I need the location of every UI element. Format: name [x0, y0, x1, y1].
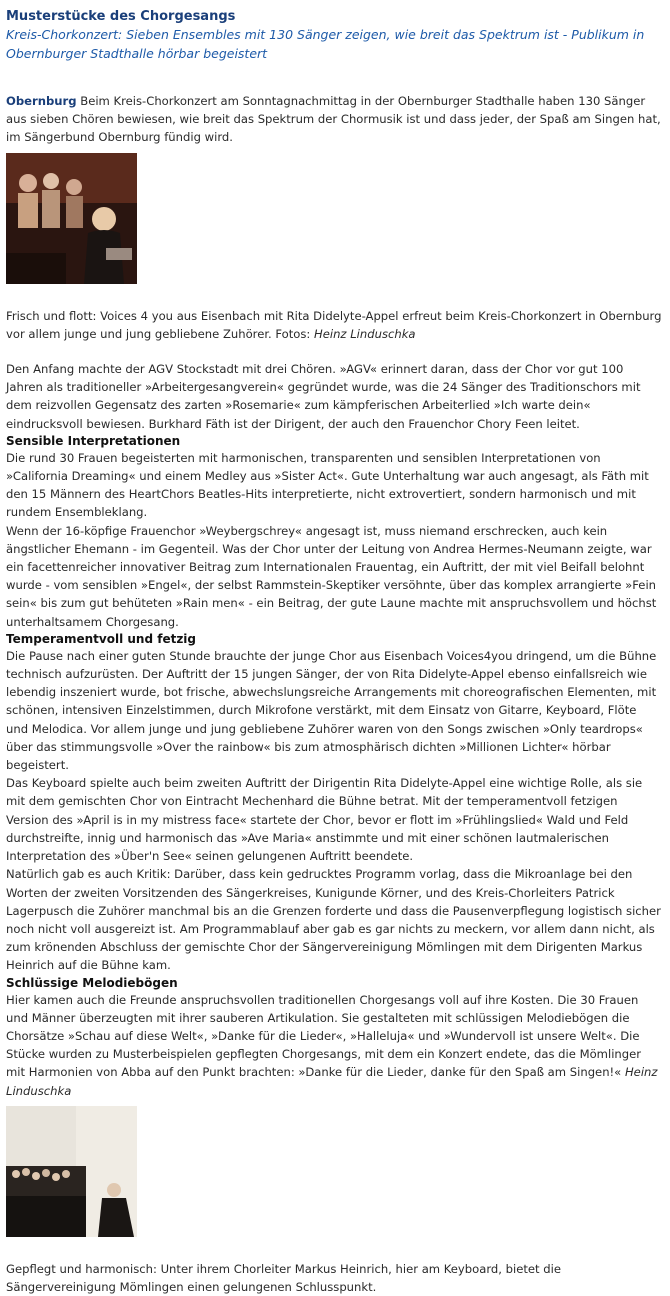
paragraph-3: Wenn der 16-köpfige Frauenchor »Weybergschrey« angesagt ist, muss niemand erschrecken, auch kein ängstlicher Ehemann - im Gegenteil. Was der Chor unter der Leitung von Andrea Hermes-Neumann zeigte, war ein facettenreicher innovativer Beitrag zum Internationalen Frauentag, ein Auftritt, der mit viel Beifall belohnt wurde - vom sensiblen »Engel«, der selbst Rammstein-Skeptiker versöhnte, über das komplex arrangierte »Fein sein« bis zum gut behüteten »Rain men« - ein Beitrag, der gute Laune machte mit anspruchsvollem und höchst unterhaltsamem Chorgesang.: [6, 523, 657, 629]
article-subtitle: Kreis-Chorkonzert: Sieben Ensembles mit 130 Sänger zeigen, wie breit das Spektrum ist - Publikum in Obernburger Stadthalle hörbar begeistert: [6, 27, 645, 61]
paragraph-2: Die rund 30 Frauen begeisterten mit harmonischen, transparenten und sensiblen Interpretationen von »California Dreaming« und einem Medley aus »Sister Act«. Gute Unterhaltung war auch angesagt, als Fäth mit den 15 Männern des HeartChors Beatles-Hits interpretierte, nicht extrovertiert, sondern harmonisch und mit rundem Ensembleklang.: [6, 450, 649, 520]
photo-caption-2: Gepflegt und harmonisch: Unter ihrem Chorleiter Markus Heinrich, hier am Keyboard, bietet die Sängervereinigung Mömlingen einen gelungenen Schlusspunkt.: [6, 1261, 561, 1294]
paragraph-1: Den Anfang machte der AGV Stockstadt mit drei Chören. »AGV« erinnert daran, dass der Chor vor gut 100 Jahren als traditioneller »Arbeitergesangverein« gegründet wurde, was die 24 Sänger des Traditionschors mit dem reizvollen Gegensatz des zarten »Rosemarie« zum kämpferischen Arbeiterlied »Ich warte dein« eindrucksvoll bewiesen. Burkhard Fäth ist der Dirigent, der auch den Frauenchor Chory Feen leitet.: [6, 362, 641, 431]
lead-paragraph: [6, 92, 662, 147]
heading-melodieboegen: Schlüssige Melodiebögen: [6, 975, 178, 990]
lead-text: Beim Kreis-Chorkonzert am Sonntagnachmittag in der Obernburger Stadthalle haben 130 Sänger aus sieben Chören bewiesen, wie breit das Spektrum der Chormusik ist und dass jeder, der Spaß am Singen hat, im Sängerbund Obernburg fündig wird.: [6, 94, 661, 145]
article: [6, 8, 662, 1296]
paragraph-4: Die Pause nach einer guten Stunde brauchte der junge Chor aus Eisenbach Voices4you dringend, um die Bühne technisch aufzurüsten. Der Auftritt der 15 jungen Sänger, der von Rita Didelyte-Appel ebenso einfallsreich wie lebendig inszeniert wurde, bot frische, abwechslungsreiche Arrangements mit choreografischen Elementen, mit schönen, intensiven Einzelstimmen, durch Mikrofone verstärkt, mit dem Einsatz von Gitarre, Keyboard, Flöte und Melodica. Vor allem junge und jung gebliebene Zuhörer waren von den Songs zwischen »Only teardrops« über das stimmungsvolle »Over the rainbow« bis zum atmosphärisch dichten »Millionen Lichter« hörbar begeistert.: [6, 648, 657, 773]
paragraph-credit: Heinz Linduschka: [6, 1065, 658, 1098]
paragraph-7: Hier kamen auch die Freunde anspruchsvollen traditionellen Chorgesangs voll auf ihre Kosten. Die 30 Frauen und Männer überzeugten mit ihrer sauberen Artikulation. Sie gestalteten mit schlüssigen Melodiebögen die Chorsätze »Schau auf diese Welt«, »Danke für die Lieder«, »Halleluja« und »Wundervoll ist unsere Welt«. Die Stücke wurden zu Musterbeispielen gepflegten Chorgesangs, mit dem ein Konzert endete, das die Mömlinger mit Harmonien von Abba auf den Punkt brachten: »Danke für die Lieder, danke für den Spaß am Singen!« Heinz Linduschka: [6, 992, 658, 1098]
photo-voices4you: [6, 153, 137, 284]
caption-credit: Heinz Linduschka: [314, 326, 416, 341]
paragraph-5: Das Keyboard spielte auch beim zweiten Auftritt der Dirigentin Rita Didelyte-Appel eine wichtige Rolle, als sie mit dem gemischten Chor von Eintracht Mechenhard die Bühne betrat. Mit der temperamentvoll fetzigen Version des »April is in my mistress face« startete der Chor, bevor er flott im »Frühlingslied« Wald und Feld durchstreifte, innig und harmonisch das »Ave Maria« anstimmte und mit einer schönen lautmalerischen Interpretation des »Über'n See« seinen gelungenen Auftritt beendete.: [6, 776, 643, 864]
heading-temperamentvoll: Temperamentvoll und fetzig: [6, 631, 197, 646]
photo-caption-1: Frisch und flott: Voices 4 you aus Eisenbach mit Rita Didelyte-Appel erfreut beim Kreis-Chorkonzert in Obernburg vor allem junge und jung gebliebene Zuhörer. Fotos: Heinz Linduschka: [6, 308, 662, 341]
paragraph-6: Natürlich gab es auch Kritik: Darüber, dass kein gedrucktes Programm vorlag, dass die Mikroanlage bei den Worten der zweiten Vorsitzenden des Sängerkreises, Kunigunde Körner, und des Kreis-Chorleiters Patrick Lagerpusch die Zuhörer manchmal bis an die Grenzen forderte und dass die Pausenverpflegung logistisch sicher noch nicht voll ausgereizt ist. Am Programmablauf aber gab es gar nichts zu meckern, vor allem dann nicht, als zum krönenden Abschluss der gemischte Chor der Sängervereinigung Mömlingen mit dem Dirigenten Markus Heinrich auf die Bühne kam.: [6, 867, 661, 973]
heading-sensible: Sensible Interpretationen: [6, 433, 181, 448]
article-title: Musterstücke des Chorgesangs: [6, 9, 236, 24]
photo-moemlingen: [6, 1106, 137, 1237]
lead-place: Obernburg: [6, 94, 77, 108]
